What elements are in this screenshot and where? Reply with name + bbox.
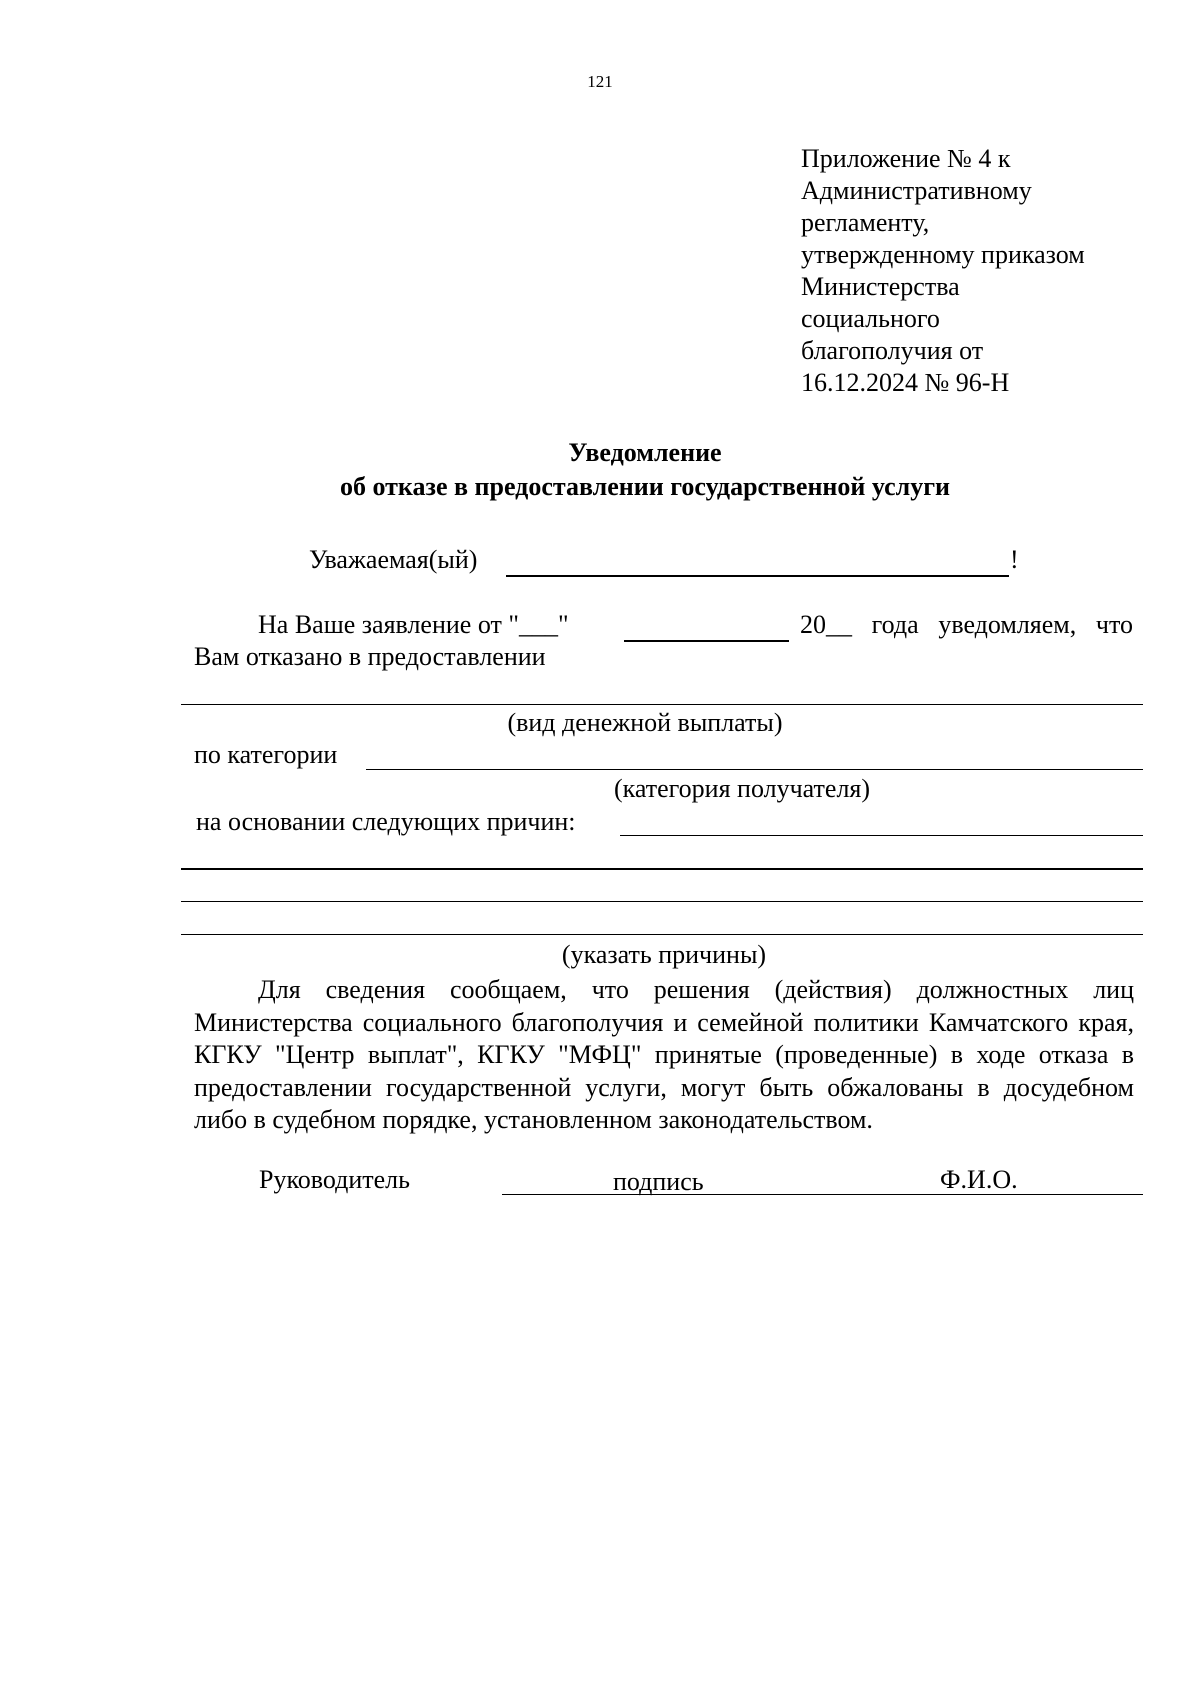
reasons-caption: (указать причины): [561, 940, 767, 969]
reasons-field-1[interactable]: [620, 835, 1143, 836]
appendix-line: Приложение № 4 к: [801, 144, 1011, 173]
greeting-label: Уважаемая(ый): [309, 545, 478, 574]
reasons-field-4[interactable]: [181, 934, 1143, 935]
application-text-end: 20__ года уведомляем, что: [800, 610, 1133, 639]
appendix-line: Административному: [801, 176, 1032, 205]
recipient-name-field[interactable]: [506, 575, 1009, 577]
appendix-line: социального: [801, 304, 940, 333]
appendix-line: Министерства: [801, 272, 960, 301]
recipient-category-caption: (категория получателя): [614, 774, 871, 803]
category-label: по категории: [194, 740, 338, 769]
category-field[interactable]: [366, 769, 1143, 770]
reasons-field-3[interactable]: [181, 901, 1143, 902]
greeting-end: !: [1010, 545, 1019, 574]
application-month-field[interactable]: [624, 640, 789, 642]
notice-paragraph: [194, 974, 1134, 1137]
payment-type-caption: (вид денежной выплаты): [507, 708, 783, 737]
appendix-line: 16.12.2024 № 96-Н: [801, 368, 1010, 397]
signature-label: подпись: [613, 1167, 704, 1196]
page-number: 121: [587, 72, 613, 91]
reasons-field-2[interactable]: [181, 868, 1143, 870]
appendix-note: [801, 143, 1181, 399]
title-line-1: Уведомление: [568, 438, 722, 467]
appendix-line: утвержденному приказом: [801, 240, 1085, 269]
signature-line[interactable]: [502, 1194, 1143, 1195]
notice-text: Для сведения сообщаем, что решения (действия) должностных лиц Министерства социального благополучия и семейной политики Камчатского края, КГКУ "Центр выплат", КГКУ "МФЦ" принятые (проведенные) в ходе отказа в предоставлении государственной услуги, могут быть обжалованы в досудебном либо в судебном порядке, установленном законодательством.: [194, 975, 1134, 1134]
name-label: Ф.И.О.: [940, 1165, 1018, 1194]
signature-role: Руководитель: [259, 1165, 410, 1194]
reasons-label: на основании следующих причин:: [196, 807, 576, 836]
title-line-2: об отказе в предоставлении государственной услуги: [339, 472, 950, 501]
appendix-line: регламенту,: [801, 208, 930, 237]
application-text-line2: Вам отказано в предоставлении: [194, 642, 546, 671]
document-title: [0, 436, 1200, 504]
payment-type-field[interactable]: [181, 704, 1143, 705]
appendix-line: благополучия от: [801, 336, 984, 365]
application-text-start: На Ваше заявление от "___": [258, 610, 569, 639]
